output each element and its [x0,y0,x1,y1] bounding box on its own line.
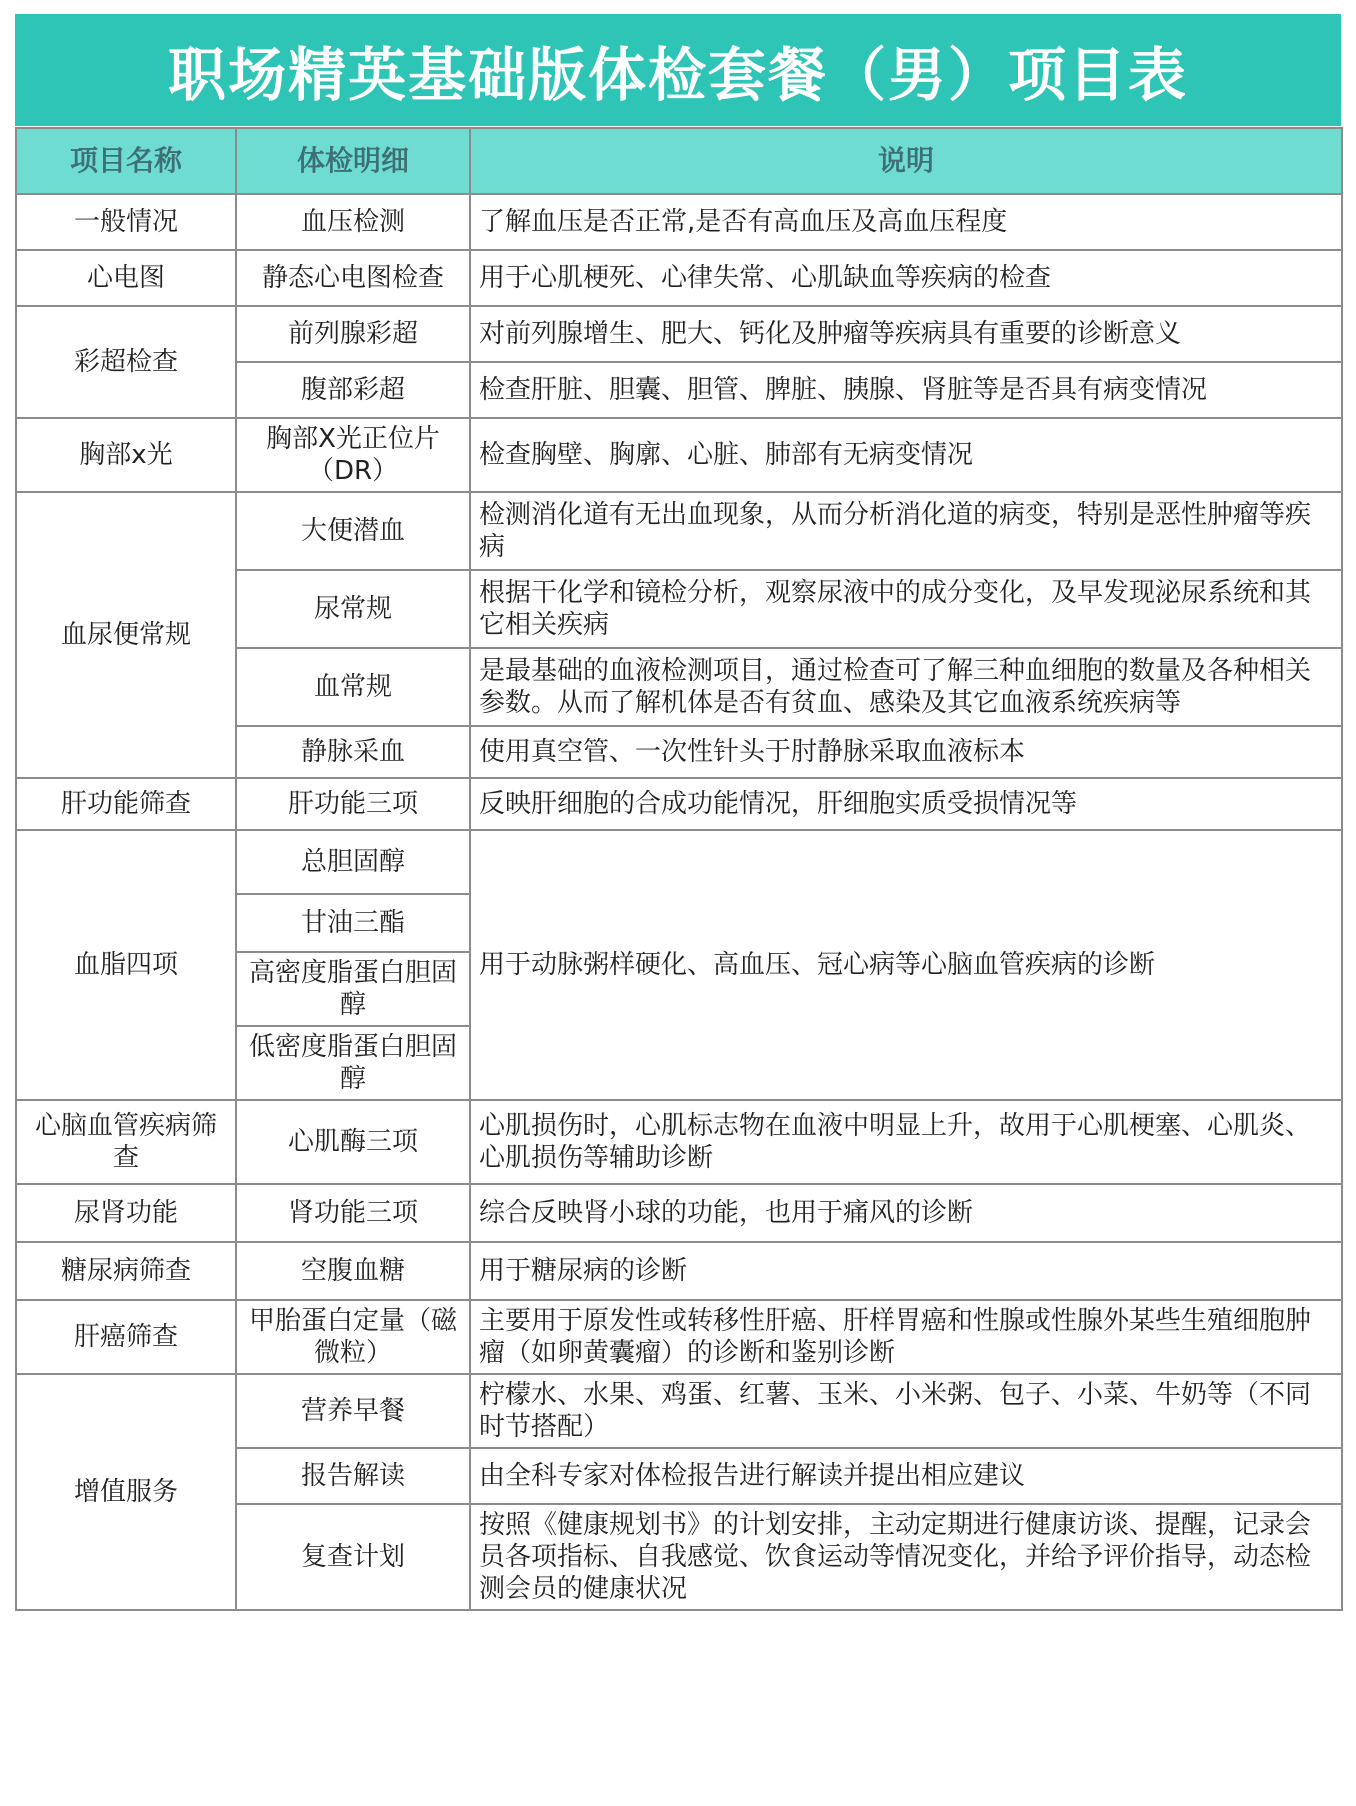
description-cell: 按照《健康规划书》的计划安排，主动定期进行健康访谈、提醒，记录会员各项指标、自我感觉、饮食运动等情况变化，并给予评价指导，动态检测会员的健康状况 [470,1504,1342,1610]
item-cell: 营养早餐 [236,1374,470,1448]
header-description: 说明 [470,128,1342,194]
item-cell: 肾功能三项 [236,1184,470,1242]
category-cell: 彩超检查 [16,306,236,418]
table-row [16,418,1342,492]
checkup-table [15,127,1343,1611]
table-row [16,250,1342,306]
description-cell: 反映肝细胞的合成功能情况，肝细胞实质受损情况等 [470,778,1342,830]
description-cell: 由全科专家对体检报告进行解读并提出相应建议 [470,1448,1342,1504]
category-cell: 尿肾功能 [16,1184,236,1242]
description-cell: 主要用于原发性或转移性肝癌、肝样胃癌和性腺或性腺外某些生殖细胞肿瘤（如卵黄囊瘤）的诊断和鉴别诊断 [470,1300,1342,1374]
item-cell: 血常规 [236,648,470,726]
description-cell: 用于心肌梗死、心律失常、心肌缺血等疾病的检查 [470,250,1342,306]
item-cell: 心肌酶三项 [236,1100,470,1184]
description-cell: 了解血压是否正常,是否有高血压及高血压程度 [470,194,1342,250]
description-cell: 根据干化学和镜检分析，观察尿液中的成分变化，及早发现泌尿系统和其它相关疾病 [470,570,1342,648]
item-cell: 报告解读 [236,1448,470,1504]
page-title: 职场精英基础版体检套餐（男）项目表 [167,41,1188,109]
item-cell: 静脉采血 [236,726,470,778]
item-cell: 总胆固醇 [236,830,470,894]
description-cell: 使用真空管、一次性针头于肘静脉采取血液标本 [470,726,1342,778]
header-row [16,128,1342,194]
header-item: 体检明细 [236,128,470,194]
item-cell: 静态心电图检查 [236,250,470,306]
item-cell: 肝功能三项 [236,778,470,830]
description-cell: 检测消化道有无出血现象，从而分析消化道的病变，特别是恶性肿瘤等疾病 [470,492,1342,570]
table-row [16,830,1342,894]
description-cell: 是最基础的血液检测项目，通过检查可了解三种血细胞的数量及各种相关参数。从而了解机体是否有贫血、感染及其它血液系统疾病等 [470,648,1342,726]
category-cell: 增值服务 [16,1374,236,1610]
item-cell: 空腹血糖 [236,1242,470,1300]
description-cell: 对前列腺增生、肥大、钙化及肿瘤等疾病具有重要的诊断意义 [470,306,1342,362]
table-row [16,778,1342,830]
category-cell: 心脑血管疾病筛查 [16,1100,236,1184]
description-cell: 心肌损伤时，心肌标志物在血液中明显上升，故用于心肌梗塞、心肌炎、心肌损伤等辅助诊断 [470,1100,1342,1184]
table-row [16,1242,1342,1300]
table-row [16,1374,1342,1448]
table-row [16,194,1342,250]
description-cell: 用于糖尿病的诊断 [470,1242,1342,1300]
category-cell: 糖尿病筛查 [16,1242,236,1300]
table-row [16,1184,1342,1242]
category-cell: 心电图 [16,250,236,306]
table-row [16,1100,1342,1184]
category-cell: 血尿便常规 [16,492,236,778]
description-cell: 用于动脉粥样硬化、高血压、冠心病等心脑血管疾病的诊断 [470,830,1342,1100]
item-cell: 甲胎蛋白定量（磁微粒） [236,1300,470,1374]
category-cell: 肝功能筛查 [16,778,236,830]
description-cell: 综合反映肾小球的功能，也用于痛风的诊断 [470,1184,1342,1242]
description-cell: 检查肝脏、胆囊、胆管、脾脏、胰腺、肾脏等是否具有病变情况 [470,362,1342,418]
item-cell: 腹部彩超 [236,362,470,418]
table-row [16,306,1342,362]
header-category: 项目名称 [16,128,236,194]
item-cell: 胸部X光正位片（DR） [236,418,470,492]
item-cell: 甘油三酯 [236,894,470,952]
category-cell: 血脂四项 [16,830,236,1100]
item-cell: 尿常规 [236,570,470,648]
description-cell: 检查胸壁、胸廓、心脏、肺部有无病变情况 [470,418,1342,492]
title-bar [15,14,1341,126]
item-cell: 高密度脂蛋白胆固醇 [236,952,470,1026]
item-cell: 大便潜血 [236,492,470,570]
table-row [16,1300,1342,1374]
item-cell: 复查计划 [236,1504,470,1610]
item-cell: 前列腺彩超 [236,306,470,362]
item-cell: 低密度脂蛋白胆固醇 [236,1026,470,1100]
table-row [16,492,1342,570]
category-cell: 肝癌筛查 [16,1300,236,1374]
category-cell: 胸部x光 [16,418,236,492]
category-cell: 一般情况 [16,194,236,250]
description-cell: 柠檬水、水果、鸡蛋、红薯、玉米、小米粥、包子、小菜、牛奶等（不同时节搭配） [470,1374,1342,1448]
item-cell: 血压检测 [236,194,470,250]
